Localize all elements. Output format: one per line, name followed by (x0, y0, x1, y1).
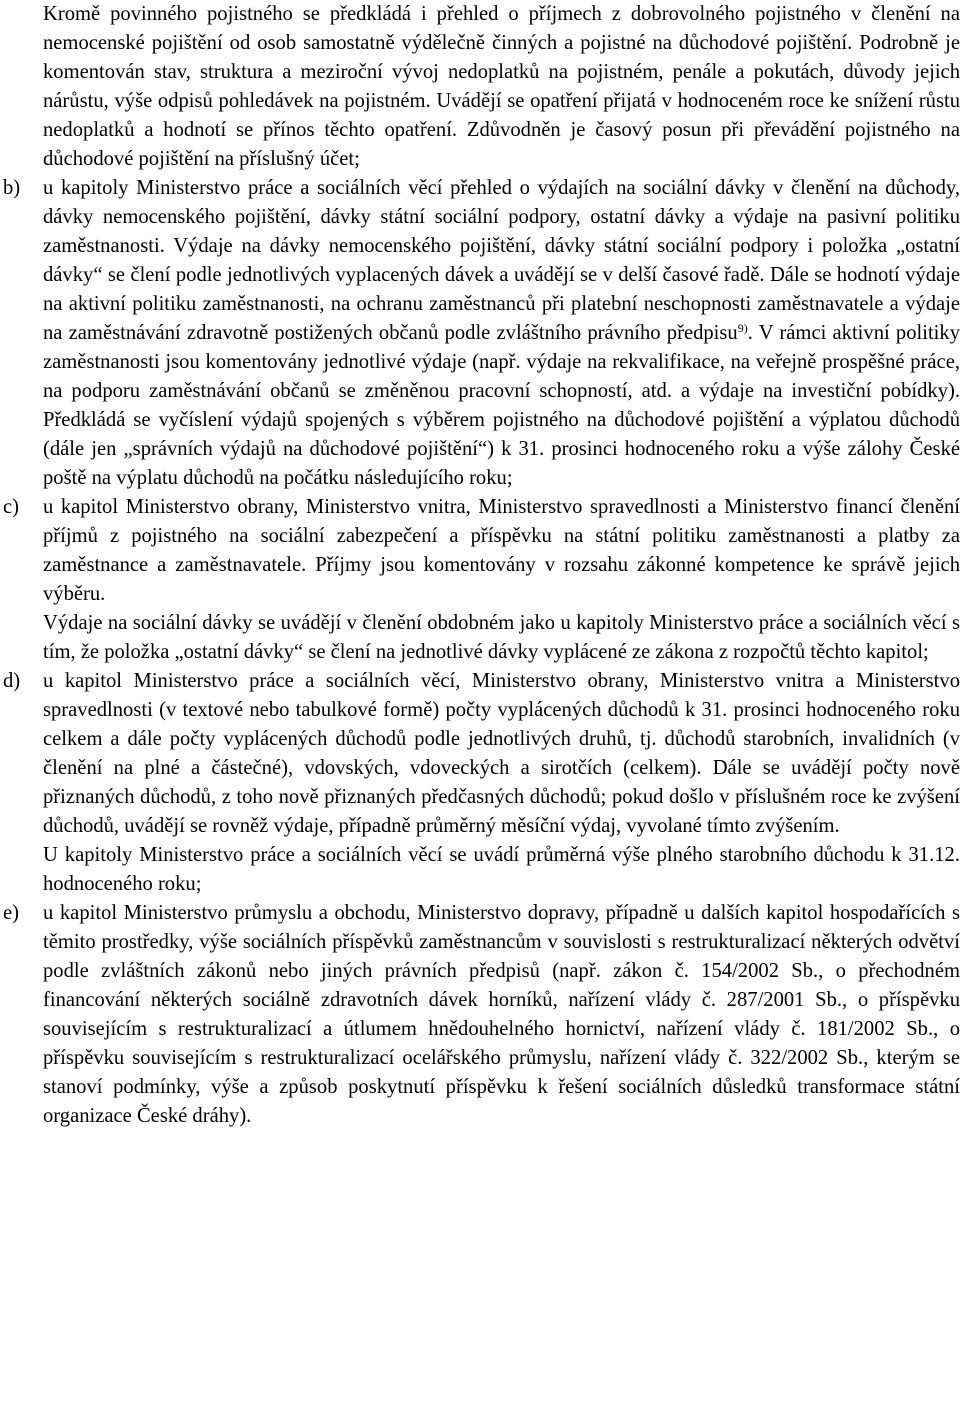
intro-text: Kromě povinného pojistného se předkládá i přehled o příjmech z dobrovolného pojistného v členění na nemocenské pojištění od osob samostatně výdělečně činných a pojistné na důchodové pojištění. Podrobně je komentován stav, struktura a meziroční vývoj nedoplatků na pojistném, penále a pokutách, důvody jejich nárůstu, výše odpisů pohledávek na pojistném. Uvádějí se opatření přijatá v hodnoceném roce ke snížení růstu nedoplatků a hodnotí se přínos těchto opatření. Zdůvodněn je časový posun při převádění pojistného na důchodové pojištění na příslušný účet; (43, 3, 960, 170)
list-marker-c: c) (3, 496, 19, 518)
list-item-d (3, 667, 960, 899)
list-item-c-text-1: u kapitol Ministerstvo obrany, Ministerstvo vnitra, Ministerstvo spravedlnosti a Ministerstvo financí členění příjmů z pojistného na sociální zabezpečení a příspěvku na státní politiku zaměstnanosti a platby za zaměstnance a zaměstnavatele. Příjmy jsou komentovány v rozsahu zákonné kompetence ke správě jejich výběru. (43, 496, 960, 605)
list-item-e (3, 899, 960, 1131)
list-item-d-text-2: U kapitoly Ministerstvo práce a sociálních věcí se uvádí průměrná výše plného starobního důchodu k 31.12. hodnoceného roku; (43, 844, 960, 895)
footnote-ref: 9) (737, 321, 748, 335)
list-item-d-text-1: u kapitol Ministerstvo práce a sociálních věcí, Ministerstvo obrany, Ministerstvo vnitra a Ministerstvo spravedlnosti (v textové nebo tabulkové formě) počty vyplácených důchodů k 31. prosinci hodnoceného roku celkem a dále počty vyplácených důchodů podle jednotlivých druhů, tj. důchodů starobních, invalidních (v členění na plné a částečné), vdovských, vdoveckých a sirotčích (celkem). Dále se uvádějí počty nově přiznaných důchodů, z toho nově přiznaných předčasných důchodů; pokud došlo v příslušném roce ke zvýšení důchodů, uvádějí se rovněž výdaje, případně průměrný měsíční výdaj, vyvolané tímto zvýšením. (43, 670, 960, 837)
list-item-e-text: u kapitol Ministerstvo průmyslu a obchodu, Ministerstvo dopravy, případně u dalších kapitol hospodařících s těmito prostředky, výše sociálních příspěvků zaměstnancům v souvislosti s restrukturalizací některých odvětví podle zvláštních zákonů nebo jiných právních předpisů (např. zákon č. 154/2002 Sb., o přechodném financování některých sociálně zdravotních dávek horníků, nařízení vlády č. 287/2001 Sb., o příspěvku souvisejícím s restrukturalizací a útlumem hnědouhelného hornictví, nařízení vlády č. 181/2002 Sb., o příspěvku souvisejícím s restrukturalizací ocelářského průmyslu, nařízení vlády č. 322/2002 Sb., kterým se stanoví podmínky, výše a způsob poskytnutí příspěvku k řešení sociálních důsledků transformace státní organizace České dráhy). (43, 902, 960, 1127)
list-item-b-text-a: u kapitoly Ministerstvo práce a sociálních věcí přehled o výdajích na sociální dávky v členění na důchody, dávky nemocenského pojištění, dávky státní sociální podpory, ostatní dávky a výdaje na pasivní politiku zaměstnanosti. Výdaje na dávky nemocenského pojištění, dávky státní sociální podpory i položka „ostatní dávky“ se člení podle jednotlivých vyplacených dávek a uvádějí se v delší časové řadě. Dále se hodnotí výdaje na aktivní politiku zaměstnanosti, na ochranu zaměstnanců při platební neschopnosti zaměstnavatele a výdaje na zaměstnávání zdravotně postižených občanů podle zvláštního právního předpisu (43, 177, 960, 344)
list-item-c (3, 493, 960, 667)
list-marker-d: d) (3, 670, 21, 692)
list-marker-e: e) (3, 902, 19, 924)
list-item-b-text-b: . V rámci aktivní politiky zaměstnanosti jsou komentovány jednotlivé výdaje (např. výdaje na rekvalifikace, na veřejně prospěšné práce, na podporu zaměstnávání občanů se změněnou pracovní schopností, atd. a výdaje na investiční pobídky). Předkládá se vyčíslení výdajů spojených s výběrem pojistného na důchodové pojištění a výplatou důchodů (dále jen „správních výdajů na důchodové pojištění“) k 31. prosinci hodnoceného roku a výše zálohy České poště na výplatu důchodů na počátku následujícího roku; (43, 322, 960, 489)
intro-paragraph (43, 0, 960, 174)
list-item-c-text-2: Výdaje na sociální dávky se uvádějí v členění obdobném jako u kapitoly Ministerstvo práce a sociálních věcí s tím, že položka „ostatní dávky“ se člení na jednotlivé dávky vyplácené ze zákona z rozpočtů těchto kapitol; (43, 612, 960, 663)
list-marker-b: b) (3, 177, 21, 199)
list-item-b-text (43, 174, 960, 493)
list-item-b (3, 174, 960, 493)
